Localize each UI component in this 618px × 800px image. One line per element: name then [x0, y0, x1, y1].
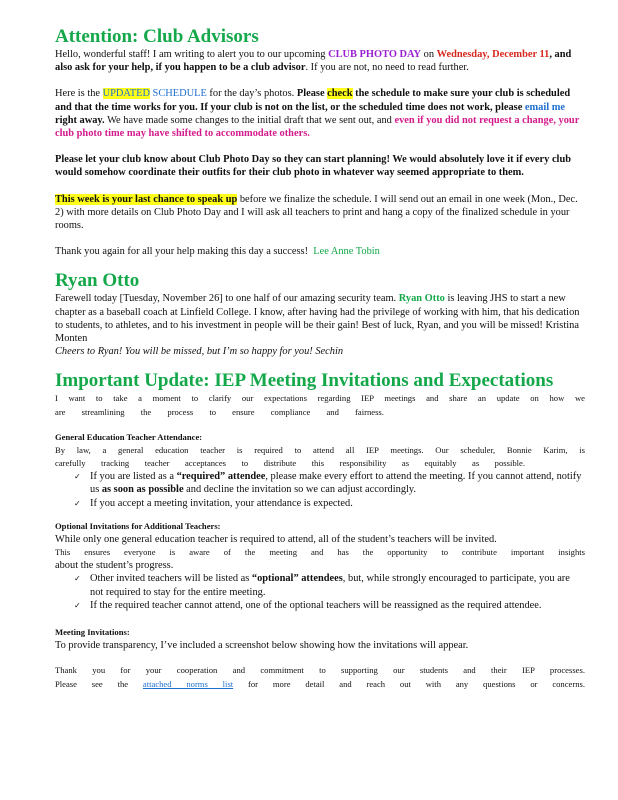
cheers-line: Cheers to Ryan! You will be missed, but I’m so happy for you! Sechin — [55, 346, 344, 358]
spacer — [55, 419, 585, 431]
text: right away. — [55, 114, 105, 126]
spacer — [55, 258, 585, 270]
spacer — [55, 358, 585, 370]
general-ed-line-2: carefully tracking teacher acceptances to distribute this responsibility as equitably as possible. — [55, 458, 525, 469]
text: If you are listed as a — [90, 471, 177, 483]
optional-line-3: about the student’s progress. — [55, 560, 174, 572]
iep-heading: Important Update: IEP Meeting Invitations and Expectations — [55, 370, 554, 392]
spacer — [55, 232, 585, 245]
text: is leaving JHS to start a new chapter as a baseball coach at Linfield College. I know, after having had the privilege of working with him, that his dedication to students, to athletes, and to his investment in people will be their gain! Best of luck, Ryan, and you will be missed! Kristina Monten — [55, 293, 580, 345]
text: , please make every effort to attend the meeting. If you cannot attend, notify us — [90, 471, 582, 496]
general-ed-subheading: General Education Teacher Attendance: — [55, 431, 203, 442]
text: Other invited teachers will be listed as — [90, 573, 252, 585]
bullet-icon: ✓ — [74, 574, 81, 584]
text: Please — [296, 88, 328, 100]
text: “required” attendee — [176, 471, 266, 483]
spacer — [55, 510, 585, 520]
signature-lee-anne: Lee Anne Tobin — [313, 246, 380, 258]
text: , and also ask for your help, if you happen to be a club advisor — [55, 49, 572, 74]
last-chance-highlight: This week is your last chance to speak up — [55, 193, 238, 205]
iep-intro-line-2: are streamlining the process to ensure compliance and fairness. — [55, 406, 384, 417]
text: for more detail and reach out with any questions or concerns. — [233, 678, 586, 689]
optional-line-1: While only one general education teacher is required to attend, all of the student’s teachers will be invited. — [55, 533, 497, 545]
text: as soon as possible — [101, 484, 184, 496]
general-ed-list — [55, 470, 585, 510]
bullet-icon: ✓ — [74, 472, 81, 482]
text: the schedule to make sure your club is scheduled and that the time works for you. If your club is not on the list, or the scheduled time does not work, please — [55, 88, 571, 113]
newsletter-content — [55, 26, 585, 691]
closing-line-2 — [55, 678, 585, 691]
meeting-invitations-subheading: Meeting Invitations: — [55, 627, 130, 638]
closing-line-1: Thank you for your cooperation and commitment to supporting our students and their IEP processes. — [55, 665, 585, 676]
updated-label: UPDATED — [102, 88, 150, 100]
spacer — [55, 74, 585, 87]
optional-list — [55, 572, 585, 612]
text: If you accept a meeting invitation, your attendance is expected. — [90, 497, 353, 509]
list-item — [55, 497, 585, 510]
text: and decline the invitation so we can adjust accordingly. — [183, 484, 417, 496]
general-ed-line-1: By law, a general education teacher is required to attend all IEP meetings. Our scheduler, Bonnie Karim, is — [55, 444, 585, 455]
spacer — [55, 612, 585, 626]
last-chance-paragraph — [55, 193, 585, 233]
spacer — [55, 140, 585, 153]
list-item — [55, 572, 585, 598]
text: “optional” attendees — [251, 573, 343, 585]
check-highlight: check — [327, 88, 353, 100]
text: We have made some changes to the initial draft that we sent out, and — [104, 114, 395, 126]
club-photo-day-label: CLUB PHOTO DAY — [328, 49, 422, 60]
club-advisors-heading: Attention: Club Advisors — [55, 26, 259, 47]
meeting-invitations-line: To provide transparency, I’ve included a screenshot below showing how the invitations will appear. — [55, 640, 469, 652]
text: Please see the — [55, 678, 143, 689]
schedule-paragraph — [55, 87, 585, 140]
farewell-paragraph — [55, 292, 585, 345]
list-item — [55, 599, 585, 612]
club-photo-intro — [55, 48, 585, 74]
text: Hello, wonderful staff! I am writing to alert you to our upcoming — [55, 49, 329, 60]
email-me-link[interactable]: email me — [524, 101, 566, 113]
text: Thank you again for all your help making this day a success! — [55, 246, 309, 258]
text: , but, while strongly encouraged to participate, you are not required to stay for the entire meeting. — [90, 573, 570, 598]
thanks-paragraph — [55, 245, 585, 258]
planning-paragraph: Please let your club know about Club Photo Day so they can start planning! We would absolutely love it if every club would somehow coordinate their outfits for their club photo in whatever way seemed appropriate to them. — [55, 154, 572, 179]
spacer — [55, 180, 585, 193]
schedule-warning: even if you did not request a change, your club photo time may have shifted to accommodate others. — [55, 114, 580, 140]
attached-norms-list-link[interactable]: attached norms list — [142, 678, 234, 689]
text: Here is the — [55, 88, 103, 100]
ryan-otto-heading: Ryan Otto — [55, 270, 140, 292]
bullet-icon: ✓ — [74, 498, 81, 508]
text: If the required teacher cannot attend, one of the optional teachers will be reassigned as the required attendee. — [90, 599, 542, 611]
photo-day-date: Wednesday, December 11 — [436, 49, 550, 60]
ryan-otto-name: Ryan Otto — [398, 293, 445, 305]
optional-invitations-subheading: Optional Invitations for Additional Teachers: — [55, 520, 221, 531]
text: . If you are not, no need to read further. — [305, 62, 469, 74]
schedule-link[interactable]: SCHEDULE — [149, 88, 207, 100]
bullet-icon: ✓ — [74, 600, 81, 610]
optional-line-2: This ensures everyone is aware of the meeting and has the opportunity to contribute important insights — [55, 547, 585, 558]
text: for the day’s photos. — [206, 88, 297, 100]
text: on — [421, 49, 437, 60]
spacer — [55, 652, 585, 664]
list-item — [55, 470, 585, 496]
text: before we finalize the schedule. I will send out an email in one week (Mon., Dec. 2) with more details on Club Photo Day and I will ask all teachers to print and hang a copy of the finalized schedule in your rooms. — [55, 193, 578, 232]
text: Farewell today [Tuesday, November 26] to one half of our amazing security team. — [55, 293, 399, 305]
iep-intro-line-1: I want to take a moment to clarify our expectations regarding IEP meetings and share an update on how we — [55, 393, 585, 404]
